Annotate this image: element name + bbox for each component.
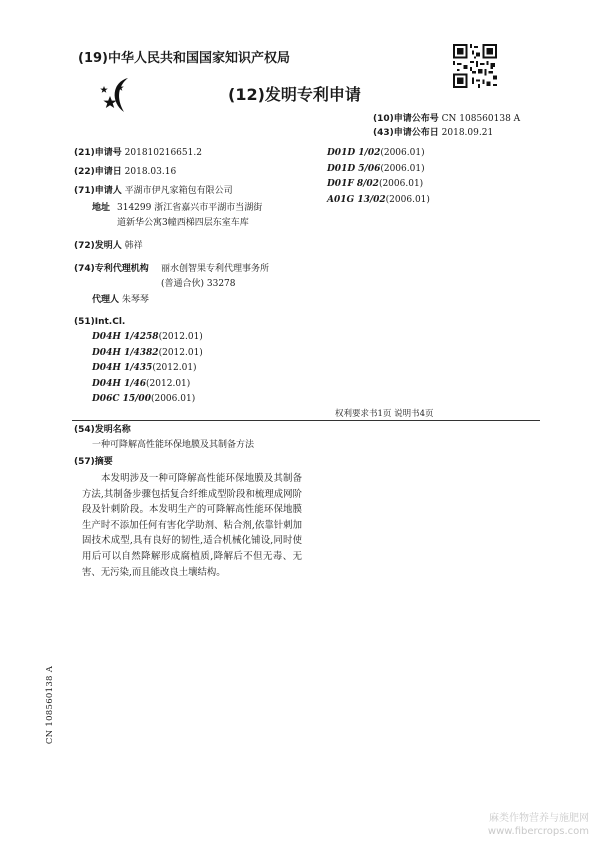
ipc-entry bbox=[92, 393, 195, 405]
document-type: (12)发明专利申请 bbox=[228, 85, 361, 104]
agency-line-2: (普通合伙) 33278 bbox=[161, 279, 236, 289]
ipc-code: D06C 15/00 bbox=[92, 394, 151, 404]
agent bbox=[92, 294, 149, 306]
ipc-code: D04H 1/4258 bbox=[92, 332, 159, 342]
agency-label: (74)专利代理机构 bbox=[74, 264, 149, 274]
ipc-code: D04H 1/4382 bbox=[92, 348, 159, 358]
ipc-entry bbox=[327, 163, 425, 175]
abstract-label: (57)摘要 bbox=[74, 457, 113, 467]
intcl-label: (51)Int.Cl. bbox=[74, 317, 126, 327]
application-number-value: 201810216651.2 bbox=[124, 148, 202, 158]
page-count-note: 权利要求书1页 说明书4页 bbox=[335, 409, 434, 419]
section-divider bbox=[72, 420, 540, 421]
publication-date-value: 2018.09.21 bbox=[441, 128, 494, 138]
address-label: 地址 bbox=[92, 203, 111, 213]
inventor-value: 韩祥 bbox=[124, 241, 143, 251]
invention-title: 一种可降解高性能环保地膜及其制备方法 bbox=[92, 440, 255, 450]
ipc-code: D01D 1/02 bbox=[327, 148, 381, 158]
qr-code-icon bbox=[453, 44, 497, 88]
ipc-version: (2006.01) bbox=[380, 148, 425, 158]
inventor-label: (72)发明人 bbox=[74, 241, 122, 251]
publication-number-value: CN 108560138 A bbox=[441, 114, 521, 124]
ipc-code: D04H 1/435 bbox=[92, 363, 153, 373]
publication-number-label: (10)申请公布号 bbox=[373, 114, 439, 124]
ipc-version: (2012.01) bbox=[146, 379, 191, 389]
agent-value: 朱琴琴 bbox=[121, 295, 149, 305]
ipc-version: (2012.01) bbox=[158, 332, 203, 342]
ipc-entry bbox=[327, 147, 425, 159]
publication-number bbox=[373, 113, 520, 125]
application-date-value: 2018.03.16 bbox=[124, 167, 177, 177]
ipc-version: (2006.01) bbox=[380, 164, 425, 174]
abstract-text: 本发明涉及一种可降解高性能环保地膜及其制备方法,其制备步骤包括复合纤维成型阶段和梳理成网阶段及针刺阶段。本发明生产的可降解高性能环保地膜生产时不添加任何有害化学助剂、粘合剂,依靠针刺加固技术成型,具有良好的韧性,适合机械化铺设,同时使用后可以自然降解形成腐植质,降解后不但无毒、无害、无污染,而且能改良土壤结构。 bbox=[82, 473, 302, 578]
ipc-code: D01D 5/06 bbox=[327, 164, 381, 174]
watermark-line-2: www.fibercrops.com bbox=[487, 826, 589, 837]
agency-line-1: 丽水创智果专利代理事务所 bbox=[161, 264, 270, 274]
site-watermark bbox=[488, 812, 589, 838]
side-publication-code: CN 108560138 A bbox=[45, 665, 55, 745]
agent-label: 代理人 bbox=[92, 295, 120, 305]
ipc-code: D04H 1/46 bbox=[92, 379, 147, 389]
ipc-entry bbox=[327, 194, 430, 206]
watermark-line-1: 麻类作物营养与施肥网 bbox=[489, 813, 589, 824]
ipc-entry bbox=[92, 362, 197, 374]
application-number bbox=[74, 147, 202, 159]
ipc-version: (2006.01) bbox=[385, 195, 430, 205]
ipc-entry bbox=[92, 347, 203, 359]
ipc-code: D01F 8/02 bbox=[327, 179, 379, 189]
office-name: (19)中华人民共和国国家知识产权局 bbox=[78, 51, 290, 66]
ipc-version: (2006.01) bbox=[378, 179, 424, 189]
application-number-label: (21)申请号 bbox=[74, 148, 122, 158]
inventor bbox=[74, 240, 143, 252]
publication-date bbox=[373, 127, 493, 139]
ipc-version: (2012.01) bbox=[158, 348, 203, 358]
ipc-version: (2012.01) bbox=[152, 363, 197, 373]
applicant-value: 平湖市伊凡家箱包有限公司 bbox=[124, 186, 233, 196]
publication-date-label: (43)申请公布日 bbox=[373, 128, 439, 138]
ipc-entry bbox=[327, 178, 423, 190]
ipc-entry bbox=[92, 378, 190, 390]
cnipa-logo bbox=[98, 76, 144, 116]
ipc-code: A01G 13/02 bbox=[327, 195, 386, 205]
applicant bbox=[74, 185, 233, 197]
application-date bbox=[74, 166, 176, 178]
ipc-version: (2006.01) bbox=[150, 394, 196, 404]
applicant-label: (71)申请人 bbox=[74, 186, 122, 196]
ipc-entry bbox=[92, 331, 203, 343]
invention-title-label: (54)发明名称 bbox=[74, 425, 131, 435]
application-date-label: (22)申请日 bbox=[74, 167, 122, 177]
address-line-1: 314299 浙江省嘉兴市平湖市当湖街 bbox=[117, 203, 263, 213]
address-line-2: 道新华公寓3幢西梯四层东室车库 bbox=[117, 218, 249, 228]
